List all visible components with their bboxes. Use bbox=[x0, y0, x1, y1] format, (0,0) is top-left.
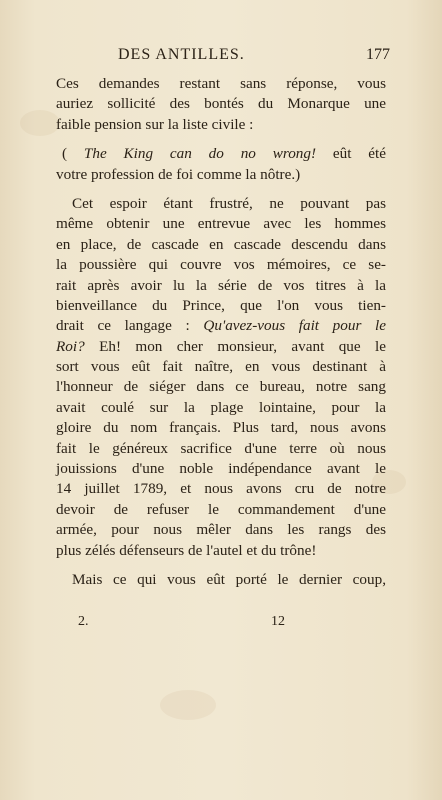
running-head: DES ANTILLES. bbox=[118, 46, 245, 63]
paper-stain bbox=[20, 110, 60, 136]
paragraph-3 bbox=[56, 194, 386, 561]
text-line: Cet espoir étant frustré, ne pouvant pas bbox=[72, 194, 386, 212]
paragraph-4 bbox=[56, 570, 386, 590]
text-line: en place, de cascade en cascade descendu dans bbox=[56, 235, 386, 253]
text-line: gloire du nom français. Plus tard, nous avons bbox=[56, 419, 386, 437]
text-line: avait coulé sur la plage lointaine, pour la bbox=[56, 398, 386, 416]
text-line: rait après avoir lu la série de vos titres à la bbox=[56, 276, 386, 294]
text-line: 14 juillet 1789, et nous avons cru de notre bbox=[56, 480, 386, 498]
text-line: armée, pour nous mêler dans les rangs des bbox=[56, 521, 386, 539]
text-line: sort vous eût fait naître, en vous destinant à bbox=[56, 358, 386, 376]
paper-stain bbox=[160, 690, 216, 720]
text-line: bienveillance du Prince, que l'on vous tien- bbox=[56, 296, 386, 314]
text-line: Mais ce qui vous eût porté le dernier coup, bbox=[72, 570, 386, 588]
text-line: l'honneur de siéger dans ce bureau, notre sang bbox=[56, 378, 386, 396]
text-line-italic: ( The King can do no wrong! eût été bbox=[62, 145, 387, 163]
italic-emphasis: Qu'avez-vous fait pour le bbox=[203, 317, 386, 335]
text-line: plus zélés défenseurs de l'autel et du trône! bbox=[56, 541, 317, 559]
italic-emphasis: Roi? bbox=[56, 337, 85, 355]
paragraph-2 bbox=[56, 144, 386, 185]
italic-emphasis: The King can do no wrong! bbox=[83, 145, 317, 163]
paragraph-gap bbox=[56, 135, 386, 144]
text-line: Roi? Eh! mon cher monsieur, avant que le bbox=[56, 337, 386, 355]
text-line: drait ce langage : Qu'avez-vous fait pour le bbox=[56, 317, 386, 335]
paragraph-gap bbox=[56, 185, 386, 194]
text-line: faible pension sur la liste civile : bbox=[56, 115, 254, 133]
text-line: même obtenir une entrevue avec les hommes bbox=[56, 215, 386, 233]
page-number: 177 bbox=[366, 46, 390, 63]
body-text bbox=[56, 74, 386, 590]
text-line: la poussière qui couvre vos mémoires, ce se- bbox=[56, 256, 386, 274]
text-line: devoir de refuser le commandement d'une bbox=[56, 500, 386, 518]
signature-mark: 12 bbox=[271, 614, 285, 629]
text-line: Ces demandes restant sans réponse, vous bbox=[56, 75, 386, 92]
text-line: votre profession de foi comme la nôtre.) bbox=[56, 165, 301, 183]
signature-number: 2. bbox=[78, 614, 89, 629]
text-line: auriez sollicité des bontés du Monarque une bbox=[56, 95, 386, 113]
paragraph-1 bbox=[56, 74, 386, 135]
page-header bbox=[118, 46, 390, 70]
page-footer bbox=[78, 614, 318, 634]
text-line: jouissions d'une noble indépendance avant le bbox=[56, 460, 386, 478]
paragraph-gap bbox=[56, 561, 386, 570]
text-line: fait le généreux sacrifice d'une terre où nous bbox=[56, 439, 386, 457]
